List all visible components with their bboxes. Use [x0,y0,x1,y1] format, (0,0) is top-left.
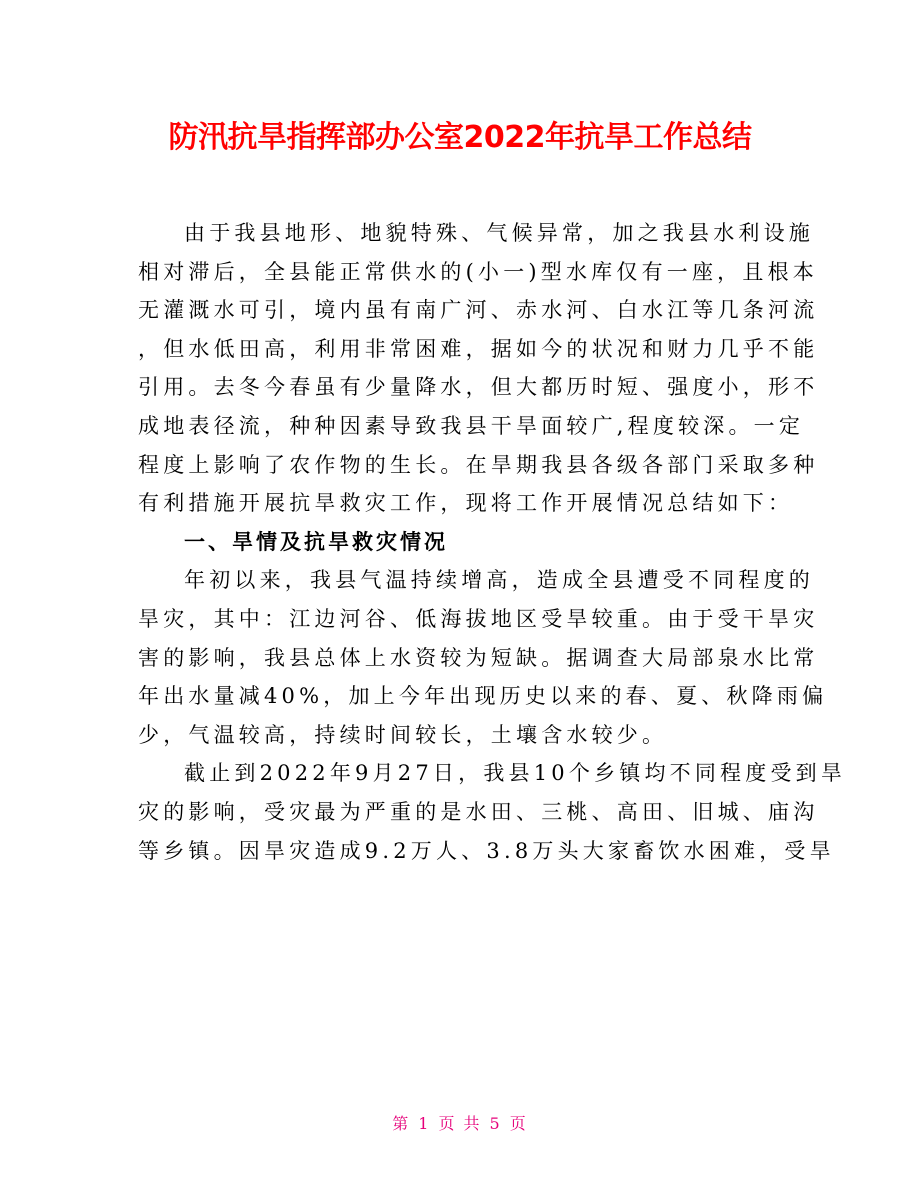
paragraph-2-line-4: 年出水量减40%，加上今年出现历史以来的春、夏、秋降雨偏 [138,684,828,709]
footer-prefix: 第 [392,1114,411,1133]
footer-total-pages: 5 [489,1114,502,1133]
footer-current-page: 1 [418,1114,431,1133]
paragraph-2-line-2: 旱灾，其中：江边河谷、低海拔地区受旱较重。由于受干旱灾 [138,606,819,631]
footer-middle: 页 共 [438,1114,482,1133]
paragraph-2-line-5: 少，气温较高，持续时间较长，土壤含水较少。 [138,722,668,747]
paragraph-3-line-3: 等乡镇。因旱灾造成9.2万人、3.8万头大家畜饮水困难，受旱 [138,838,835,863]
paragraph-2-line-3: 害的影响，我县总体上水资较为短缺。据调查大局部泉水比常 [138,645,819,670]
paragraph-3-line-1: 截止到2022年9月27日，我县10个乡镇均不同程度受到旱 [184,761,847,786]
paragraph-1-line-5: 引用。去冬今春虽有少量降水，但大都历时短、强度小，形不 [138,375,819,400]
section-heading-1: 一、旱情及抗旱救灾情况 [184,529,448,554]
paragraph-1-line-2: 相对滞后，全县能正常供水的(小一)型水库仅有一座，且根本 [138,259,818,284]
paragraph-1-line-7: 程度上影响了农作物的生长。在旱期我县各级各部门采取多种 [138,452,819,477]
paragraph-1-line-8: 有利措施开展抗旱救灾工作，现将工作开展情况总结如下： [138,491,794,516]
page-footer [0,1113,920,1135]
document-title: 防汛抗旱指挥部办公室2022年抗旱工作总结 [168,120,752,155]
paragraph-3-line-2: 灾的影响，受灾最为严重的是水田、三桃、高田、旧城、庙沟 [138,799,819,824]
paragraph-1-line-3: 无灌溉水可引，境内虽有南广河、赤水河、白水江等几条河流 [138,298,819,323]
paragraph-2-line-1: 年初以来，我县气温持续增高，造成全县遭受不同程度的 [184,568,814,593]
footer-suffix: 页 [509,1114,528,1133]
paragraph-1-line-1: 由于我县地形、地貌特殊、气候异常，加之我县水利设施 [184,221,814,245]
paragraph-1-line-6: 成地表径流，种种因素导致我县干旱面较广,程度较深。一定 [138,413,805,438]
document-body [138,214,847,870]
paragraph-1-line-4: ，但水低田高，利用非常困难，据如今的状况和财力几乎不能 [138,336,819,361]
